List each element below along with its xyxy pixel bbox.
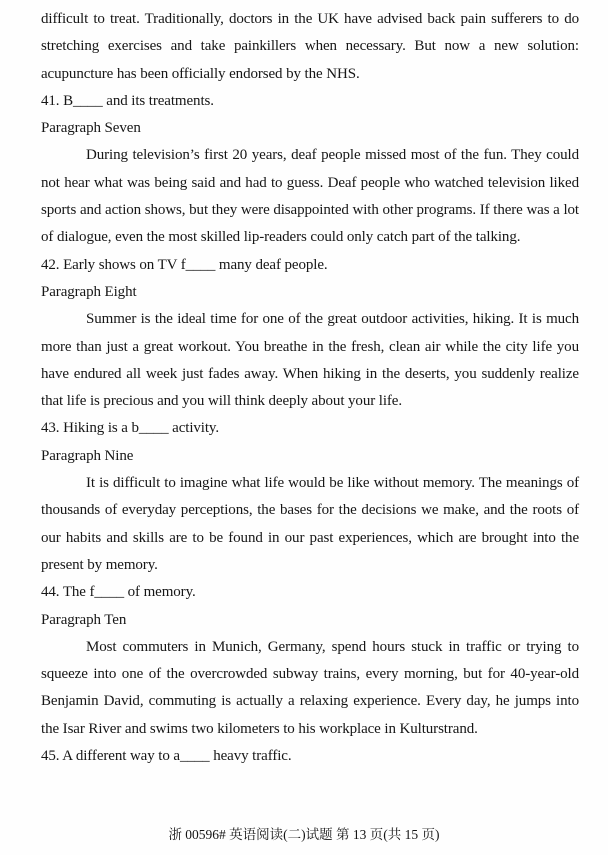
question-45: 45. A different way to a____ heavy traffic. [41, 748, 292, 765]
paragraph-nine-text: It is difficult to imagine what life would be like without memory. The meanings of thousands of everyday perceptions, the bases for the decisions we make, and the roots of our habits and skills are to be found in our past experiences, which are brought into the present by memory. [41, 475, 579, 573]
heading-paragraph-nine: Paragraph Nine [41, 447, 134, 464]
heading-paragraph-ten: Paragraph Ten [41, 611, 127, 628]
page-content [41, 6, 579, 770]
question-44: 44. The f____ of memory. [41, 584, 196, 601]
page-footer: 浙 00596# 英语阅读(二)试题 第 13 页(共 15 页) [168, 827, 440, 842]
question-41: 41. B____ and its treatments. [41, 92, 214, 109]
paragraph-six-continuation: difficult to treat. Traditionally, doctors in the UK have advised back pain sufferers to do stretching exercises and take painkillers when necessary. But now a new solution: acupuncture has been officially endorsed by the NHS. [41, 11, 579, 82]
heading-paragraph-seven: Paragraph Seven [41, 120, 141, 137]
question-42: 42. Early shows on TV f____ many deaf people. [41, 256, 328, 273]
paragraph-eight-text: Summer is the ideal time for one of the great outdoor activities, hiking. It is much more than just a great workout. You breathe in the fresh, clean air while the city life you have endured all week just fades away. When hiking in the deserts, you suddenly realize that life is precious and you will think deeply about your life. [41, 311, 579, 410]
paragraph-seven-text: During television’s first 20 years, deaf people missed most of the fun. They could not hear what was being said and had to guess. Deaf people who watched television liked sports and action shows, but they were disappointed with other programs. If there was a lot of dialogue, even the most skilled lip-readers could only catch part of the talking. [41, 147, 579, 246]
heading-paragraph-eight: Paragraph Eight [41, 283, 137, 300]
paragraph-ten-text: Most commuters in Munich, Germany, spend hours stuck in traffic or trying to squeeze into one of the overcrowded subway trains, every morning, but for 40-year-old Benjamin David, commuting is actually a relaxing experience. Every day, he jumps into the Isar River and swims two kilometers to his workplace in Kulturstrand. [41, 638, 579, 737]
question-43: 43. Hiking is a b____ activity. [41, 420, 219, 437]
